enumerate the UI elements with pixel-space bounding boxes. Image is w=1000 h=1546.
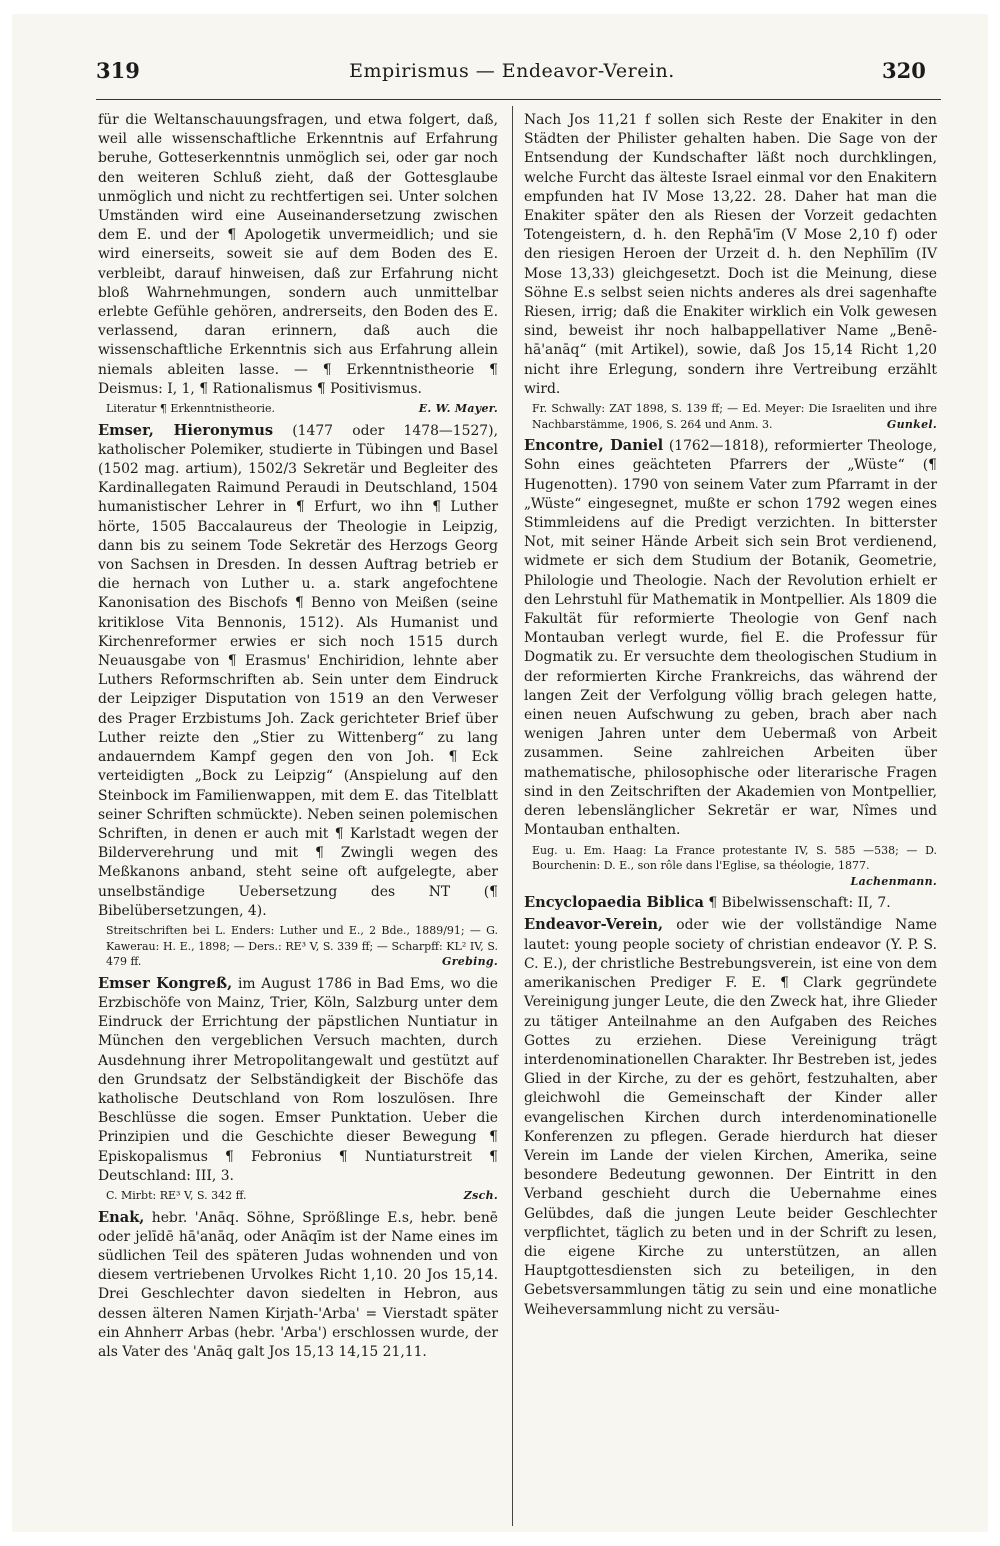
document-page: [12, 14, 988, 1532]
entry-lemma: Encontre, Daniel: [524, 437, 664, 455]
entry-lemma: Emser Kongreß,: [98, 974, 233, 992]
literature-emser: [98, 923, 498, 970]
entry-text: ¶ Bibelwissenschaft: II, 7.: [704, 895, 891, 912]
entry-empirismus-text: für die Weltanschauungsfragen, und etwa folgert, daß, weil alle wissenschaftliche Erkenntnis auf Erfahrung beruhe, Gotteserkenntnis unmöglich sei, oder gar noch den weiteren Schluß zieht, daß der Gottesglaube unmöglich und nicht zu rechtfertigen sei. Unter solchen Umständen wird eine Auseinandersetzung zwischen dem E. und der ¶ Apologetik unvermeidlich; und sie wird einerseits, soweit sie auf dem Boden des E. verbleibt, darauf hinweisen, daß zur Erfahrung nicht bloß Wahrnehmungen, sondern auch unmittelbar erlebte Gefühle gehören, andrerseits, den Boden des E. verlassend, daran erinnern, daß auch die wissenschaftliche Erkenntnis sich aus Erfahrung allein niemals ableiten lasse. — ¶ Erkenntnistheorie ¶ Deismus: I, 1, ¶ Rationalismus ¶ Positivismus.: [98, 112, 498, 397]
entry-text: (1762—1818), reformierter Theologe, Sohn eines geächteten Pfarrers der „Wüste“ (¶ Hugenotten). 1790 von seinem Vater zum Pfarramt in der „Wüste“ eingesegnet, mußte er schon 1792 wegen eines Stimmleidens auf die Predigt verzichten. In bitterster Not, mit seiner Hände Arbeit sich sein Brot verdienend, widmete er sich dem Studium der Botanik, Geometrie, Philologie und Theologie. Nach der Revolution erhielt er den Lehrstuhl für Mathematik in Montpellier. Als 1809 die Fakultät für reformierte Theologie von Genf nach Montauban verlegt wurde, fiel E. die Professur für Dogmatik zu. Er versuchte dem theologischen Studium in der reformierten Kirche Frankreichs, das während der langen Zeit der Verfolgung völlig brach gelegen hatte, einen neuen Aufschwung zu geben, brach aber nach wenigen Jahren unter dem Uebermaß von Arbeit zusammen. Seine zahlreichen Arbeiten über mathematische, philosophische oder literarische Fragen sind in den Zeitschriften der Akademien von Montpellier, deren lebenslänglicher Sekretär er war, Nîmes und Montauban enthalten.: [524, 438, 937, 839]
literature-encontre: [524, 843, 937, 890]
page-number-right: 320: [882, 58, 926, 83]
literature-kongress: [98, 1188, 498, 1204]
header-rule: [96, 99, 941, 100]
entry-enak: [98, 1208, 498, 1363]
column-divider: [512, 106, 513, 1526]
entry-lemma: Encyclopaedia Biblica: [524, 894, 705, 912]
entry-lemma: Endeavor-Verein,: [524, 916, 664, 934]
entry-author: Gunkel.: [886, 417, 937, 431]
page-number-left: 319: [96, 58, 140, 83]
entry-emser: [98, 421, 498, 921]
entry-emser-kongress: [98, 974, 498, 1186]
right-column: [524, 111, 937, 1320]
entry-text: im August 1786 in Bad Ems, wo die Erzbischöfe von Mainz, Trier, Köln, Salzburg unter dem Eindruck der Errichtung der päpstlichen Nuntiatur in München den vergeblichen Versuch machten, durch Ausdehnung ihrer Metropolitangewalt und gestützt auf den Grundsatz der Selbständigkeit der Bischöfe das katholische Deutschland von Rom loszulösen. Ihre Beschlüsse die sogen. Emser Punktation. Ueber die Prinzipien und die Geschichte dieser Bewegung ¶ Episkopalismus ¶ Febronius ¶ Nuntiaturstreit ¶ Deutschland: III, 3.: [98, 975, 499, 1184]
entry-text: (1477 oder 1478—1527), katholischer Polemiker, studierte in Tübingen und Basel (1502 mag. artium), 1502/3 Sekretär und Begleiter des Kardinallegaten Raimund Peraudi in Deutschland, 1504 humanistischer Lehrer in ¶ Erfurt, wo ihn ¶ Luther hörte, 1505 Baccalaureus der Theologie in Leipzig, dann bis zu seinem Tode Sekretär des Herzogs Georg von Sachsen in Dresden. In dessen Auftrag betrieb er die hernach von Luther u. a. stark angefochtene Kanonisation des Bischofs ¶ Benno von Meißen (seine kritiklose Vita Bennonis, 1512). Als Humanist und Kirchenreformer erwies er sich noch 1515 durch Neuausgabe von ¶ Erasmus' Enchiridion, lehnte aber Luthers Reformschriften ab. Sein unter dem Eindruck der Leipziger Disputation von 1519 an den Verweser des Prager Erzbistums Joh. Zack gerichteter Brief über Luther reizte den „Stier zu Wittenberg“ zu lang andauerndem Kampf gegen den von Joh. ¶ Eck verteidigten „Bock zu Leipzig“ (Anspielung auf den Steinbock im Familienwappen, mit dem E. das Titelblatt seiner Schriften schmückte). Neben seinen polemischen Schriften, in denen er auch mit ¶ Karlstadt wegen der Bilderverehrung und mit ¶ Zwingli wegen des Meßkanons anband, steht seine oft aufgelegte, aber unselbständige Uebersetzung des NT (¶ Bibelübersetzungen, 4).: [98, 422, 498, 919]
entry-text: hebr. 'Anāq. Söhne, Sprößlinge E.s, hebr. benē oder jelīdē hā'anāq, oder Anāqīm ist der Name eines im südlichen Teil des späteren Judas wohnenden und von diesem vertriebenen Urvolkes Richt 1,10. 20 Jos 15,14. Drei Geschlechter davon siedelten in Hebron, aus dessen älteren Namen Kirjath-'Arba' = Vierstadt später ein Ahnherr Arbas (hebr. 'Arba') erschlossen wurde, der als Vater des 'Anāq galt Jos 15,13 14,15 21,11.: [98, 1209, 498, 1360]
literature-text: Streitschriften bei L. Enders: Luther und E., 2 Bde., 1889/91; — G. Kawerau: H. E., 1898; — Ders.: RE³ V, S. 339 ff; — Scharpff: KL² IV, S. 479 ff.: [106, 923, 498, 969]
literature-text: Fr. Schwally: ZAT 1898, S. 139 ff; — Ed. Meyer: Die Israeliten und ihre Nachbarstämme, 1906, S. 264 und Anm. 3.: [532, 402, 937, 431]
entry-encontre: [524, 436, 937, 840]
entry-endeavor: [524, 915, 937, 1319]
entry-lemma: Enak,: [98, 1208, 145, 1226]
entry-author: Grebing.: [442, 955, 498, 969]
entry-author: Zsch.: [463, 1188, 498, 1202]
entry-author: Lachenmann.: [850, 874, 937, 888]
running-head: Empirismus — Endeavor-Verein.: [349, 60, 675, 82]
entry-author: E. W. Mayer.: [418, 402, 498, 416]
literature-text: Literatur ¶ Erkenntnistheorie.: [106, 402, 276, 416]
literature-text: Eug. u. Em. Haag: La France protestante IV, S. 585 —538; — D. Bourchenin: D. E., son rôle dans l'Eglise, sa théologie, 1877.: [532, 843, 937, 873]
literature-empirismus: [98, 401, 498, 417]
entry-text: oder wie der vollständige Name lautet: young people society of christian endeavor (Y. P. S. C. E.), der christliche Bestrebungsverein, ist eine von dem amerikanischen Prediger F. E. ¶ Clark gegründete Vereinigung junger Leute, die den Zweck hat, ihre Glieder zu tätiger Anteilnahme an den Aufgaben des Reiches Gottes zu erziehen. Diese Vereinigung trägt interdenominationellen Charakter. Ihr Bestreben ist, jedes Glied in der Kirche, zu der es gehört, festzuhalten, aber gleichwohl die Gemeinschaft der Kinder aller evangelischen Kirchen durch interdenominationelle Konferenzen zu pflegen. Gerade hierdurch hat dieser Verein im Lande der vielen Kirchen, Amerika, seine besondere Bedeutung gewonnen. Der Eintritt in den Verband geschieht durch die Uebernahme eines Gelübdes, daß die jungen Leute beider Geschlechter verpflichtet, täglich zu beten und in der Schrift zu lesen, die eigene Kirche zu unterstützen, an allen Hauptgottesdiensten sich zu beteiligen, in den Gebetsversammlungen tätig zu sein und eine monatliche Weiheversammlung nicht zu versäu-: [524, 917, 937, 1318]
entry-lemma: Emser, Hieronymus: [98, 421, 274, 439]
literature-text: C. Mirbt: RE³ V, S. 342 ff.: [106, 1188, 247, 1202]
literature-enak: [524, 401, 937, 432]
entry-enak-continued: Nach Jos 11,21 f sollen sich Reste der Enakiter in den Städten der Philister gehalten haben. Die Sage von der Entsendung der Kundschafter läßt noch durchklingen, welche Furcht das älteste Israel einmal vor den Enakitern empfunden hat IV Mose 13,22. 28. Daher hat man die Enakiter später den als Riesen der Vorzeit gedachten Totengeistern, d. h. den Rephā'īm (V Mose 2,10 f) oder den riesigen Heroen der Urzeit d. h. den Nephīlīm (IV Mose 13,33) gleichgesetzt. Doch ist die Meinung, diese Söhne E.s selbst seien nichts anderes als drei sagenhafte Riesen, irrig; daß die Enakiter wirklich ein Volk gewesen sind, beweist ihr noch halbappellativer Name „Benē-hā'anāq“ (mit Artikel), sowie, daß Jos 15,14 Richt 1,20 nicht ihre Erlegung, sondern ihre Vertreibung erzählt wird.: [524, 112, 937, 397]
left-column: [98, 111, 498, 1362]
entry-encyclopaedia: [524, 893, 937, 913]
